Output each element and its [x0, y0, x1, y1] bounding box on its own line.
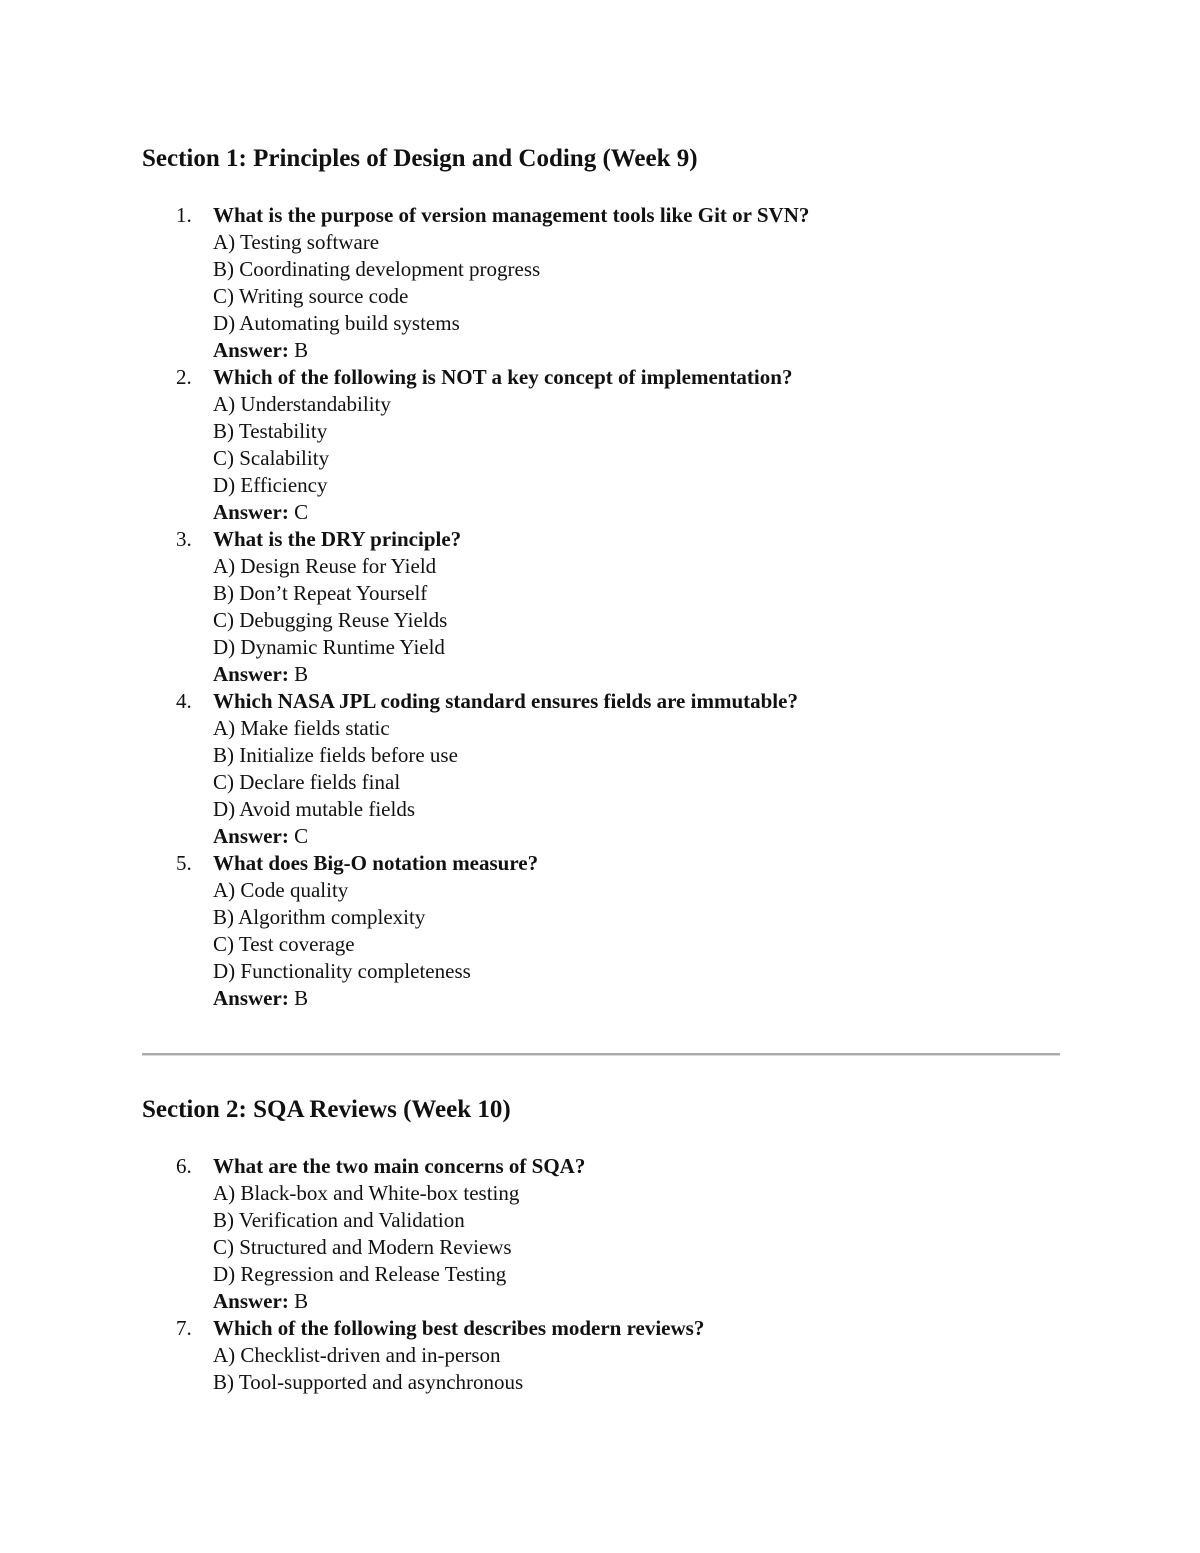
question-2	[172, 364, 809, 526]
answer-label: Answer:	[213, 986, 289, 1010]
option-a: A) Black-box and White-box testing	[213, 1181, 520, 1205]
question-number: 4.	[176, 689, 192, 713]
option-d: D) Dynamic Runtime Yield	[213, 635, 445, 659]
option-c: C) Scalability	[213, 446, 330, 470]
question-5	[172, 850, 809, 1012]
option-a: A) Testing software	[213, 230, 380, 254]
option-d: D) Functionality completeness	[213, 959, 471, 983]
option-b: B) Verification and Validation	[213, 1208, 465, 1232]
option-c: C) Test coverage	[213, 932, 355, 956]
question-text: What are the two main concerns of SQA?	[213, 1154, 586, 1178]
question-number: 6.	[176, 1154, 192, 1178]
question-text: What is the DRY principle?	[213, 527, 462, 551]
option-b: B) Don’t Repeat Yourself	[213, 581, 428, 605]
answer-line	[213, 985, 809, 1012]
section-2-title: Section 2: SQA Reviews (Week 10)	[142, 1096, 511, 1123]
section-2-question-list	[172, 1153, 704, 1396]
section-divider	[142, 1053, 1060, 1056]
answer-line	[213, 337, 809, 364]
answer-value: B	[294, 662, 309, 686]
question-number: 7.	[176, 1316, 192, 1340]
option-c: C) Debugging Reuse Yields	[213, 608, 448, 632]
question-text: What is the purpose of version management tools like Git or SVN?	[213, 203, 810, 227]
option-b: B) Testability	[213, 419, 328, 443]
question-3	[172, 526, 809, 688]
answer-label: Answer:	[213, 662, 289, 686]
question-text: What does Big-O notation measure?	[213, 851, 539, 875]
option-d: D) Avoid mutable fields	[213, 797, 415, 821]
answer-value: C	[294, 500, 309, 524]
question-text: Which NASA JPL coding standard ensures fields are immutable?	[213, 689, 798, 713]
answer-label: Answer:	[213, 500, 289, 524]
answer-value: C	[294, 824, 309, 848]
answer-value: B	[294, 1289, 309, 1313]
question-text: Which of the following best describes modern reviews?	[213, 1316, 705, 1340]
option-a: A) Design Reuse for Yield	[213, 554, 437, 578]
answer-label: Answer:	[213, 1289, 289, 1313]
option-b: B) Initialize fields before use	[213, 743, 458, 767]
answer-line	[213, 823, 809, 850]
answer-line	[213, 499, 809, 526]
section-1-title: Section 1: Principles of Design and Coding (Week 9)	[142, 145, 698, 172]
option-b: B) Tool-supported and asynchronous	[213, 1370, 524, 1394]
option-c: C) Structured and Modern Reviews	[213, 1235, 512, 1259]
question-1	[172, 202, 809, 364]
option-a: A) Checklist-driven and in-person	[213, 1343, 501, 1367]
option-b: B) Algorithm complexity	[213, 905, 426, 929]
answer-value: B	[294, 338, 309, 362]
question-number: 3.	[176, 527, 192, 551]
question-number: 2.	[176, 365, 192, 389]
option-c: C) Declare fields final	[213, 770, 401, 794]
option-a: A) Make fields static	[213, 716, 390, 740]
answer-label: Answer:	[213, 338, 289, 362]
question-text: Which of the following is NOT a key concept of implementation?	[213, 365, 793, 389]
question-4	[172, 688, 809, 850]
answer-line	[213, 1288, 704, 1315]
question-6	[172, 1153, 704, 1315]
option-a: A) Code quality	[213, 878, 349, 902]
option-d: D) Automating build systems	[213, 311, 460, 335]
option-d: D) Regression and Release Testing	[213, 1262, 507, 1286]
answer-value: B	[294, 986, 309, 1010]
option-b: B) Coordinating development progress	[213, 257, 541, 281]
answer-line	[213, 661, 809, 688]
question-7	[172, 1315, 704, 1396]
option-a: A) Understandability	[213, 392, 391, 416]
question-number: 1.	[176, 203, 192, 227]
section-1-question-list	[172, 202, 809, 1012]
answer-label: Answer:	[213, 824, 289, 848]
option-c: C) Writing source code	[213, 284, 409, 308]
question-number: 5.	[176, 851, 192, 875]
option-d: D) Efficiency	[213, 473, 328, 497]
